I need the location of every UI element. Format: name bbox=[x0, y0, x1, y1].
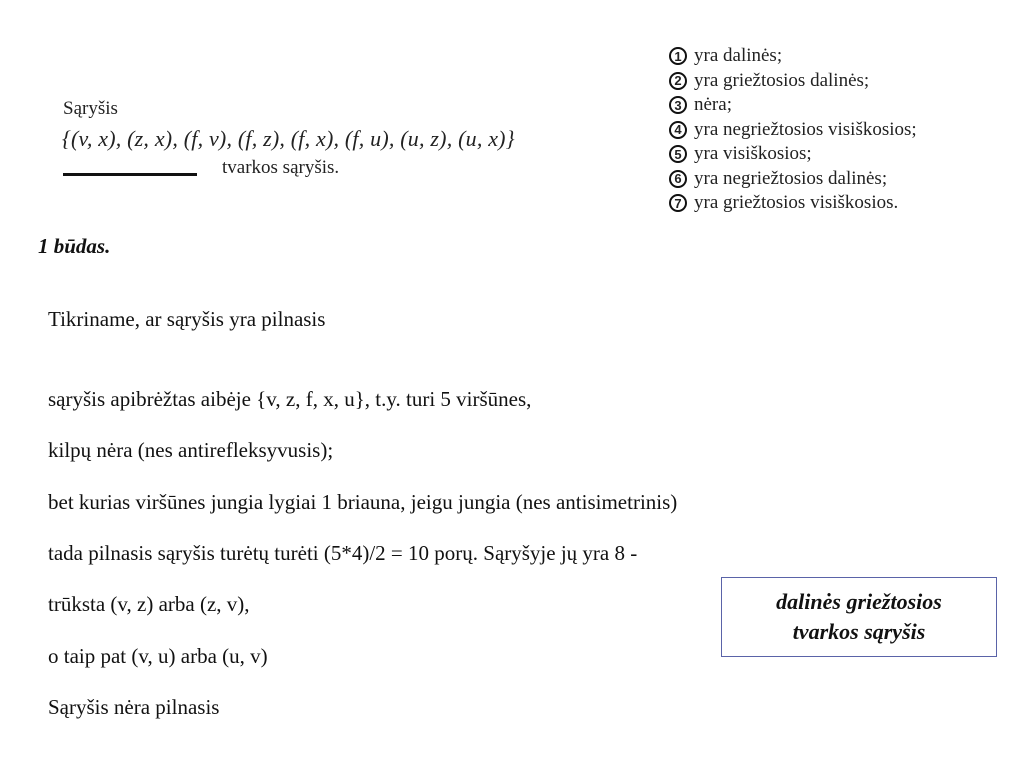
option-text: yra griežtosios visiškosios. bbox=[694, 192, 899, 214]
option-item bbox=[669, 118, 917, 143]
problem-title: Sąryšis bbox=[63, 98, 118, 119]
option-number-circle: 6 bbox=[669, 170, 687, 188]
option-number-circle: 3 bbox=[669, 96, 687, 114]
result-line-1: dalinės griežtosios bbox=[776, 589, 942, 614]
option-item bbox=[669, 191, 917, 216]
option-item bbox=[669, 167, 917, 192]
body-line: o taip pat (v, u) arba (u, v) bbox=[48, 644, 268, 668]
option-text: nėra; bbox=[694, 94, 732, 116]
body-line: Sąryšis nėra pilnasis bbox=[48, 695, 220, 719]
option-number-circle: 4 bbox=[669, 121, 687, 139]
option-text: yra dalinės; bbox=[694, 45, 783, 67]
result-line-2: tvarkos sąryšis bbox=[792, 619, 926, 644]
option-item bbox=[669, 69, 917, 94]
option-number-circle: 5 bbox=[669, 145, 687, 163]
option-item bbox=[669, 142, 917, 167]
option-text: yra negriežtosios visiškosios; bbox=[694, 118, 917, 140]
answer-options-list bbox=[669, 44, 917, 216]
option-text: yra griežtosios dalinės; bbox=[694, 69, 870, 91]
option-text: yra negriežtosios dalinės; bbox=[694, 167, 888, 189]
body-line: trūksta (v, z) arba (z, v), bbox=[48, 592, 250, 616]
answer-blank-line bbox=[63, 173, 197, 176]
body-line: sąryšis apibrėžtas aibėje {v, z, f, x, u}, t.y. turi 5 viršūnes, bbox=[48, 387, 532, 411]
problem-suffix: tvarkos sąryšis. bbox=[222, 157, 340, 178]
body-line: tada pilnasis sąryšis turėtų turėti (5*4)/2 = 10 porų. Sąryšyje jų yra 8 - bbox=[48, 541, 638, 565]
body-line: kilpų nėra (nes antirefleksyvusis); bbox=[48, 438, 334, 462]
method-heading: 1 būdas. bbox=[38, 234, 111, 258]
option-number-circle: 1 bbox=[669, 47, 687, 65]
body-line: bet kurias viršūnes jungia lygiai 1 briauna, jeigu jungia (nes antisimetrinis) bbox=[48, 490, 678, 514]
option-item bbox=[669, 44, 917, 69]
option-number-circle: 2 bbox=[669, 72, 687, 90]
option-text: yra visiškosios; bbox=[694, 143, 812, 165]
result-box bbox=[721, 577, 997, 657]
relation-set: {(v, x), (z, x), (f, v), (f, z), (f, x), (f, u), (u, z), (u, x)} bbox=[62, 126, 515, 151]
body-line: Tikriname, ar sąryšis yra pilnasis bbox=[48, 307, 326, 331]
option-number-circle: 7 bbox=[669, 194, 687, 212]
option-item bbox=[669, 93, 917, 118]
